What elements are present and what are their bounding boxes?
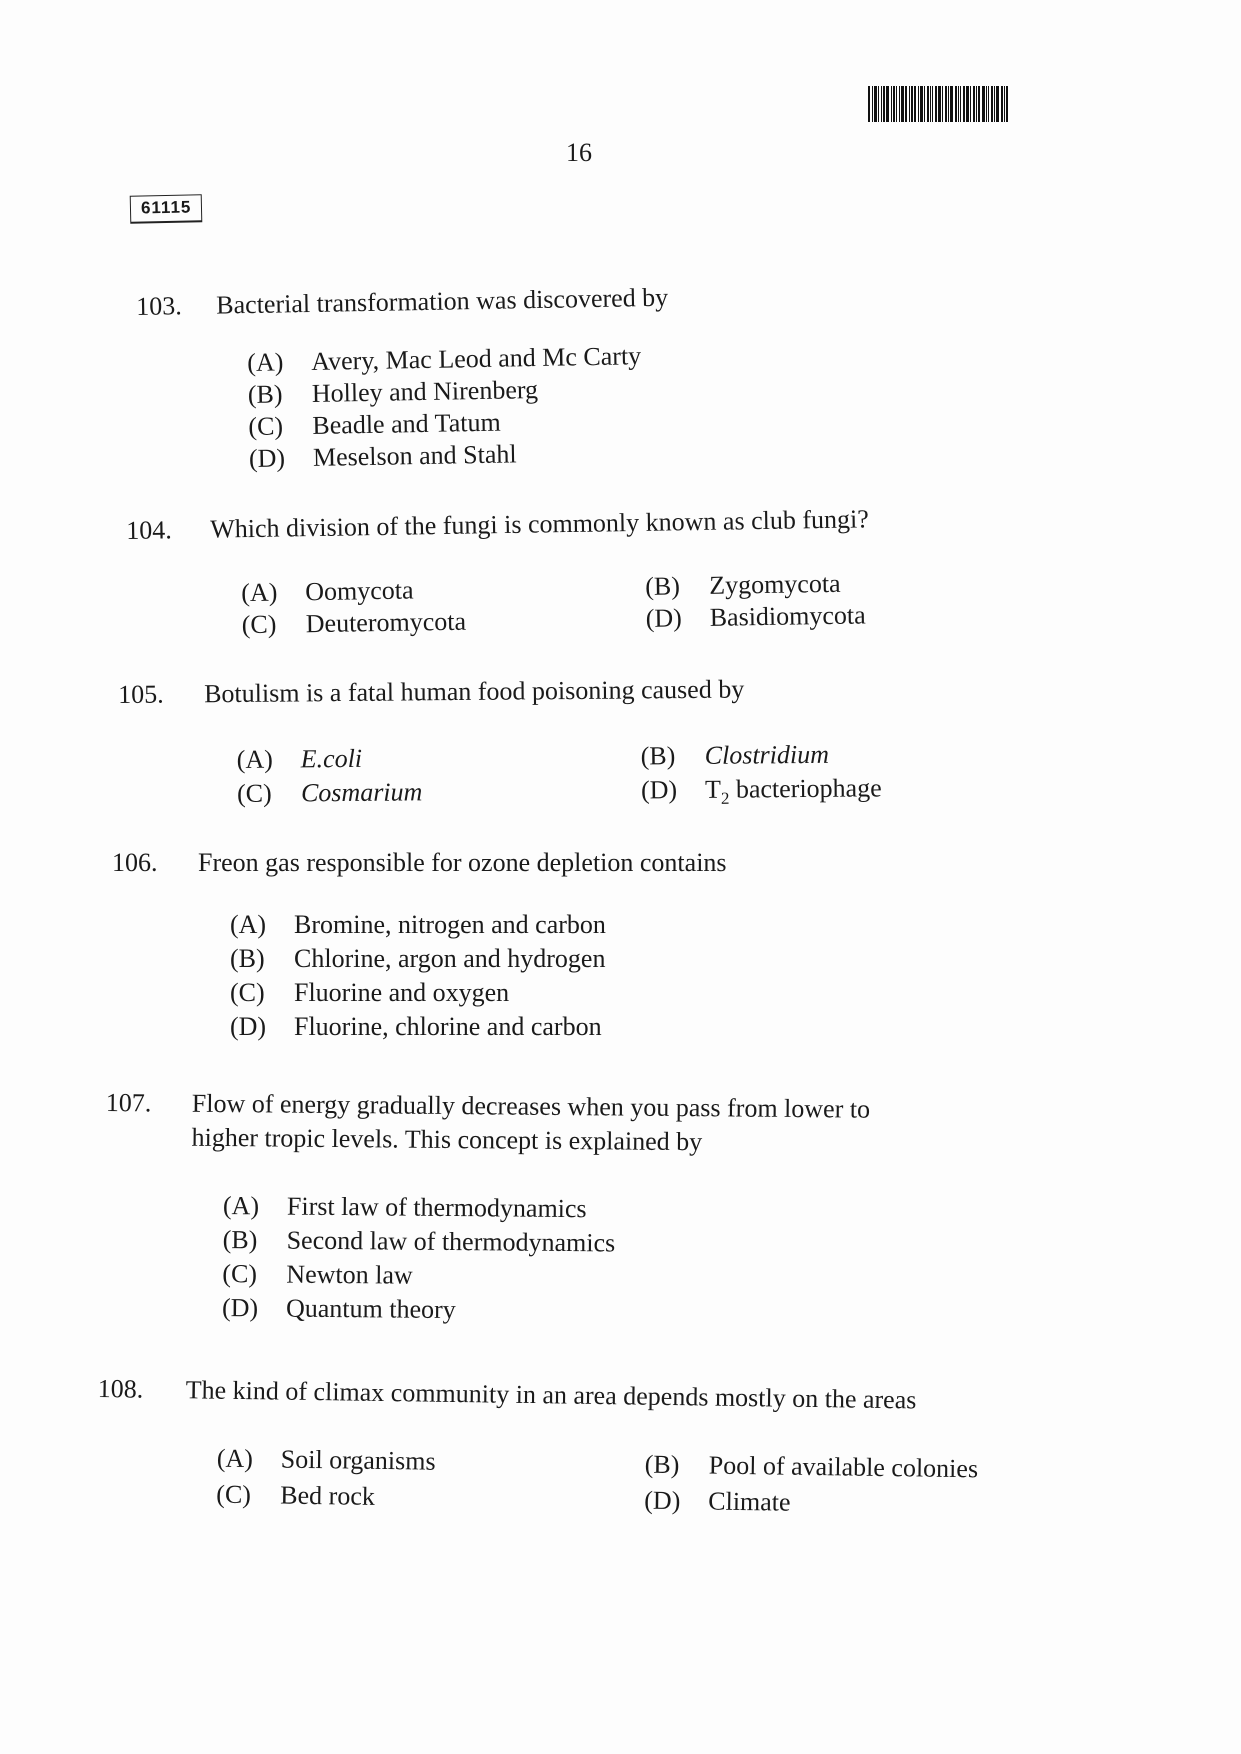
barcode-bar bbox=[986, 86, 987, 122]
barcode-bar bbox=[994, 86, 995, 122]
option-text: Avery, Mac Leod and Mc Carty bbox=[311, 341, 642, 376]
option-a bbox=[237, 742, 363, 777]
barcode-bar bbox=[966, 86, 969, 122]
option-text: Chlorine, argon and hydrogen bbox=[294, 944, 606, 973]
option-b bbox=[641, 738, 830, 774]
option-text: E.coli bbox=[300, 743, 363, 774]
barcode-bar bbox=[958, 86, 959, 122]
question-text-line-2: higher tropic levels. This concept is explained by bbox=[191, 1122, 703, 1157]
option-d bbox=[230, 1010, 602, 1044]
barcode-bar bbox=[973, 86, 975, 122]
barcode-icon bbox=[868, 86, 1058, 122]
option-text: Fluorine and oxygen bbox=[294, 978, 510, 1007]
question-number: 104. bbox=[126, 515, 172, 545]
barcode-bar bbox=[901, 86, 904, 122]
barcode-bar bbox=[927, 86, 929, 122]
barcode-bar bbox=[893, 86, 895, 122]
barcode-bar bbox=[881, 86, 882, 122]
option-text: Second law of thermodynamics bbox=[286, 1225, 616, 1258]
option-letter: (C) bbox=[230, 978, 265, 1007]
barcode-bar bbox=[911, 86, 913, 122]
barcode-bar bbox=[950, 86, 953, 122]
option-letter: (C) bbox=[236, 778, 272, 808]
barcode-bar bbox=[932, 86, 933, 122]
question-number: 108. bbox=[97, 1373, 144, 1404]
barcode-bar bbox=[930, 86, 931, 122]
option-letter: (B) bbox=[230, 944, 265, 973]
barcode-bar bbox=[909, 86, 910, 122]
question-text: Which division of the fungi is commonly known as club fungi? bbox=[210, 504, 869, 544]
option-letter: (C) bbox=[216, 1479, 252, 1510]
option-text: Newton law bbox=[286, 1259, 413, 1290]
paper-code-box: 61115 bbox=[130, 194, 203, 224]
option-letter: (D) bbox=[230, 1012, 267, 1041]
barcode-bar bbox=[942, 86, 943, 122]
barcode-bar bbox=[878, 86, 879, 122]
question-number: 105. bbox=[118, 679, 164, 709]
option-text: First law of thermodynamics bbox=[286, 1191, 587, 1224]
barcode-bar bbox=[896, 86, 897, 122]
question-text: Bacterial transformation was discovered by bbox=[216, 282, 669, 320]
option-text: Soil organisms bbox=[280, 1444, 436, 1476]
barcode-bar bbox=[883, 86, 885, 122]
question-text: Botulism is a fatal human food poisoning caused by bbox=[204, 674, 745, 709]
option-letter: (D) bbox=[645, 603, 683, 633]
barcode-bar bbox=[982, 86, 985, 122]
barcode-bar bbox=[970, 86, 971, 122]
option-text-prefix: T bbox=[704, 774, 722, 804]
option-a bbox=[241, 573, 414, 610]
barcode-bar bbox=[899, 86, 900, 122]
option-b bbox=[223, 1223, 616, 1260]
option-letter: (D) bbox=[644, 1485, 681, 1516]
option-d bbox=[644, 1484, 791, 1520]
option-text: Climate bbox=[708, 1486, 791, 1517]
option-letter: (C) bbox=[241, 609, 277, 640]
option-text: Fluorine, chlorine and carbon bbox=[294, 1012, 602, 1041]
barcode-bar bbox=[891, 86, 892, 122]
option-text-subscript: 2 bbox=[720, 788, 730, 808]
option-text: Deuteromycota bbox=[305, 606, 467, 639]
barcode-bar bbox=[920, 86, 923, 122]
barcode-bar bbox=[1001, 86, 1003, 122]
barcode-bar bbox=[924, 86, 925, 122]
barcode-bar bbox=[868, 86, 870, 122]
option-d bbox=[641, 771, 882, 816]
option-c bbox=[237, 775, 423, 811]
question-text: Freon gas responsible for ozone depletion contains bbox=[198, 848, 727, 877]
barcode-bar bbox=[955, 86, 957, 122]
option-a bbox=[230, 908, 606, 942]
option-text: Oomycota bbox=[305, 575, 414, 607]
option-text: Basidiomycota bbox=[709, 600, 866, 632]
barcode-bar bbox=[918, 86, 919, 122]
barcode-bar bbox=[988, 86, 989, 122]
option-letter: (A) bbox=[230, 910, 267, 939]
option-letter: (A) bbox=[222, 1191, 260, 1221]
page-number: 16 bbox=[566, 138, 592, 167]
barcode-bar bbox=[991, 86, 993, 122]
question-number: 107. bbox=[105, 1087, 152, 1118]
option-b bbox=[230, 942, 605, 976]
option-text: Bromine, nitrogen and carbon bbox=[294, 910, 606, 939]
option-letter: (B) bbox=[644, 571, 681, 601]
option-letter: (A) bbox=[236, 744, 273, 774]
option-a bbox=[223, 1189, 587, 1226]
barcode-bar bbox=[960, 86, 961, 122]
barcode-bar bbox=[948, 86, 949, 122]
barcode-bar bbox=[886, 86, 889, 122]
barcode-bar bbox=[905, 86, 907, 122]
option-b bbox=[645, 1448, 979, 1487]
option-letter: (A) bbox=[247, 347, 284, 378]
option-text: Beadle and Tatum bbox=[312, 407, 501, 440]
barcode-bar bbox=[938, 86, 941, 122]
barcode-bar bbox=[872, 86, 873, 122]
option-letter: (D) bbox=[640, 775, 678, 805]
option-d bbox=[645, 598, 865, 635]
option-letter: (D) bbox=[248, 443, 286, 474]
barcode-bar bbox=[935, 86, 937, 122]
question-text-line-1: Flow of energy gradually decreases when you pass from lower to bbox=[191, 1088, 871, 1124]
option-d bbox=[222, 1291, 456, 1327]
barcode-bar bbox=[976, 86, 977, 122]
option-text: Bed rock bbox=[280, 1480, 376, 1511]
option-letter: (A) bbox=[216, 1443, 254, 1474]
option-letter: (D) bbox=[221, 1293, 259, 1323]
barcode-bar bbox=[996, 86, 999, 122]
barcode-bar bbox=[914, 86, 916, 122]
barcode-bar bbox=[1006, 86, 1008, 122]
option-d bbox=[249, 437, 517, 476]
barcode-bar bbox=[978, 86, 980, 122]
option-text: Meselson and Stahl bbox=[312, 439, 517, 472]
question-text: The kind of climax community in an area depends mostly on the areas bbox=[185, 1375, 917, 1415]
question-number: 103. bbox=[136, 291, 183, 321]
barcode-bar bbox=[1004, 86, 1005, 122]
option-text-suffix: bacteriophage bbox=[729, 773, 882, 804]
option-c bbox=[222, 1257, 413, 1293]
option-text: Pool of available colonies bbox=[708, 1450, 979, 1484]
option-c bbox=[230, 976, 509, 1010]
option-letter: (B) bbox=[640, 741, 676, 771]
option-letter: (C) bbox=[248, 411, 284, 442]
option-letter: (B) bbox=[644, 1449, 680, 1480]
option-letter: (B) bbox=[247, 379, 283, 410]
option-text: Quantum theory bbox=[285, 1293, 456, 1325]
option-letter: (C) bbox=[222, 1259, 258, 1289]
option-c bbox=[216, 1478, 375, 1514]
option-letter: (A) bbox=[241, 577, 278, 608]
option-text: Zygomycota bbox=[708, 568, 841, 600]
question-number: 106. bbox=[112, 848, 158, 877]
barcode-bar bbox=[963, 86, 965, 122]
barcode-bar bbox=[874, 86, 877, 122]
option-letter: (B) bbox=[222, 1225, 258, 1255]
option-text: Holley and Nirenberg bbox=[311, 375, 539, 408]
option-c bbox=[241, 605, 466, 643]
option-text: Clostridium bbox=[704, 739, 830, 770]
barcode-bar bbox=[945, 86, 947, 122]
option-text: Cosmarium bbox=[300, 777, 423, 808]
option-a bbox=[217, 1442, 436, 1479]
